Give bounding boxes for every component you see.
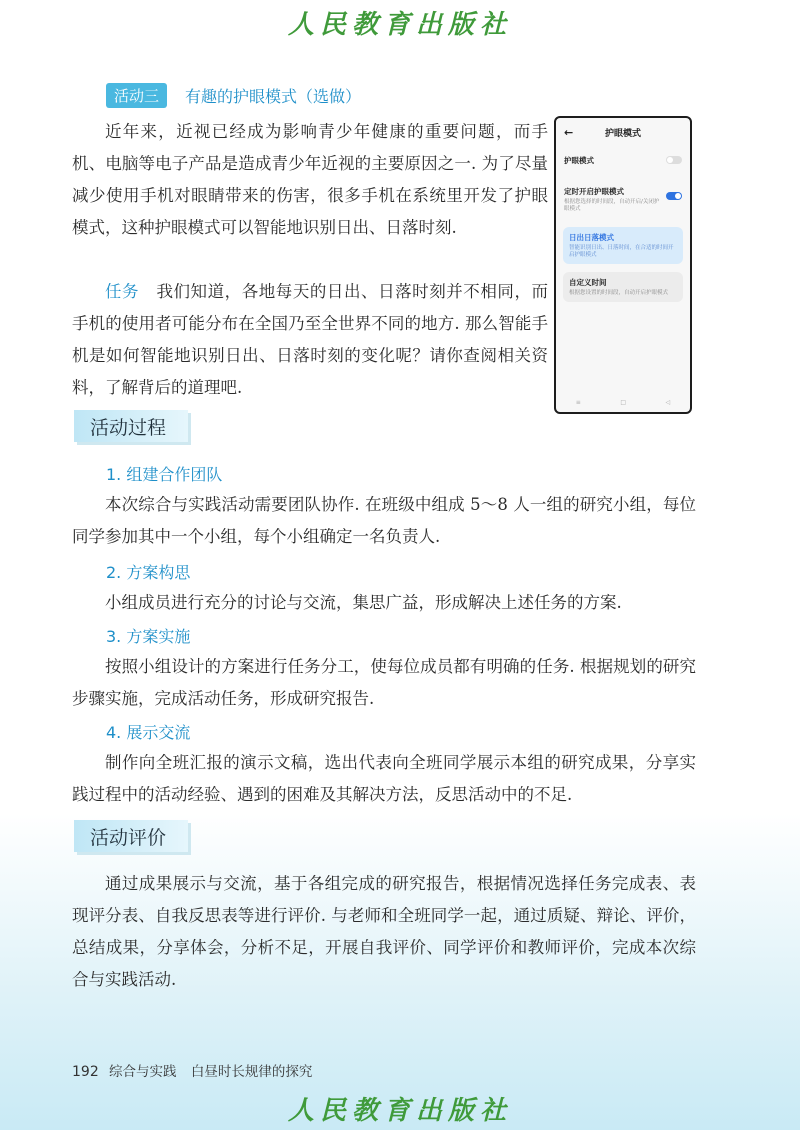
footer-section: 综合与实践 xyxy=(109,1064,177,1080)
step-text-1: 本次综合与实践活动需要团队协作. 在班级中组成 5～8 人一组的研究小组，每位同学参加其中一个小组，每个小组确定一名负责人. xyxy=(72,495,696,546)
sunrise-label: 日出日落模式 xyxy=(569,233,614,242)
eye-mode-toggle[interactable] xyxy=(666,156,682,164)
sunrise-option-card[interactable] xyxy=(563,227,683,264)
publisher-logo-bottom: 人民教育出版社 xyxy=(287,1096,512,1126)
section-heading-evaluation: 活动评价 xyxy=(74,820,188,852)
back-nav-icon[interactable]: ◁ xyxy=(665,399,671,406)
activity-title: 有趣的护眼模式（选做） xyxy=(185,86,362,106)
task-text: 我们知道，各地每天的日出、日落时刻并不相同，而手机的使用者可能分布在全国乃至全世界不同的地方. 那么智能手机是如何智能地识别日出、日落时刻的变化呢？请你查阅相关资料，了解背后的道理吧. xyxy=(72,282,548,397)
menu-icon[interactable]: ≡ xyxy=(575,399,581,406)
page-footer xyxy=(72,1060,312,1080)
schedule-toggle[interactable] xyxy=(666,192,682,200)
step-title-3: 3. 方案实施 xyxy=(106,627,191,646)
sunrise-desc: 智能识别日出、日落时间，在合适的时间开启护眼模式 xyxy=(569,245,674,258)
home-icon[interactable]: □ xyxy=(620,399,627,406)
phone-top-bar xyxy=(556,118,690,139)
eye-mode-row[interactable] xyxy=(556,155,690,166)
back-arrow-icon[interactable]: ← xyxy=(564,126,574,139)
schedule-desc: 根据您选择的时间段，自动开启/关闭护眼模式 xyxy=(564,199,660,212)
publisher-logo-top: 人民教育出版社 xyxy=(287,10,512,40)
task-paragraph xyxy=(72,276,548,404)
schedule-label: 定时开启护眼模式 xyxy=(564,187,624,196)
step-title-1: 1. 组建合作团队 xyxy=(106,465,223,484)
activity-intro: 近年来，近视已经成为影响青少年健康的重要问题，而手机、电脑等电子产品是造成青少年近视的主要原因之一. 为了尽量减少使用手机对眼睛带来的伤害，很多手机在系统里开发了护眼模式，这种护眼模式可以智能地识别日出、日落时刻. xyxy=(72,122,548,237)
evaluation-text: 通过成果展示与交流，基于各组完成的研究报告，根据情况选择任务完成表、表现评分表、自我反思表等进行评价. 与老师和全班同学一起，通过质疑、辩论、评价，总结成果，分享体会，分析不足，开展自我评价、同学评价和教师评价，完成本次综合与实践活动. xyxy=(72,874,696,989)
eye-mode-label: 护眼模式 xyxy=(564,156,594,165)
step-text-2: 小组成员进行充分的讨论与交流，集思广益，形成解决上述任务的方案. xyxy=(105,593,622,612)
phone-title: 护眼模式 xyxy=(604,129,641,139)
task-label: 任务 xyxy=(105,282,140,301)
custom-label: 自定义时间 xyxy=(569,278,607,287)
step-text-3: 按照小组设计的方案进行任务分工，使每位成员都有明确的任务. 根据规划的研究步骤实施，完成活动任务，形成研究报告. xyxy=(72,657,696,708)
phone-nav-bar xyxy=(556,399,690,406)
custom-option-card[interactable] xyxy=(563,272,683,302)
section-heading-process: 活动过程 xyxy=(74,410,188,442)
activity-header xyxy=(106,82,361,108)
phone-screenshot xyxy=(554,116,692,414)
schedule-row[interactable] xyxy=(556,186,690,213)
step-title-2: 2. 方案构思 xyxy=(106,563,191,582)
custom-desc: 根据您设置的时间段，自动开启护眼模式 xyxy=(569,290,669,296)
activity-badge: 活动三 xyxy=(106,83,167,108)
step-text-4: 制作向全班汇报的演示文稿，选出代表向全班同学展示本组的研究成果，分享实践过程中的活动经验、遇到的困难及其解决方法，反思活动中的不足. xyxy=(72,753,696,804)
page-number: 192 xyxy=(72,1064,99,1080)
footer-chapter: 白昼时长规律的探究 xyxy=(190,1064,313,1080)
step-title-4: 4. 展示交流 xyxy=(106,723,191,742)
